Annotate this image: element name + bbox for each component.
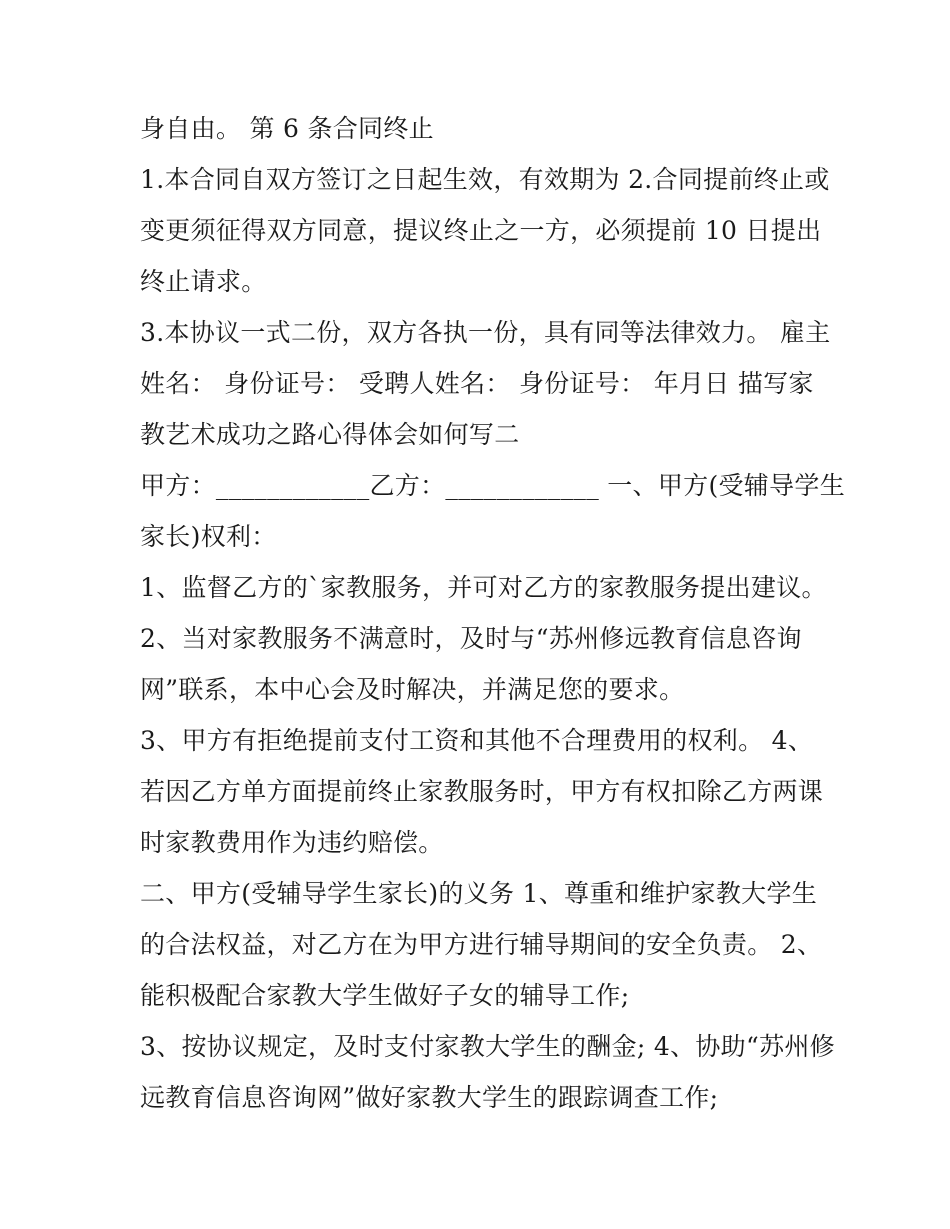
text-line: 3、按协议规定，及时支付家教大学生的酬金; 4、协助“苏州修 xyxy=(140,1032,835,1061)
text-line: 1.本合同自双方签订之日起生效，有效期为 2.合同提前终止或 xyxy=(140,165,830,194)
text-line: 身自由。 第 6 条合同终止 xyxy=(140,114,434,143)
text-line: 远教育信息咨询网”做好家教大学生的跟踪调查工作; xyxy=(140,1083,719,1112)
text-line: 若因乙方单方面提前终止家教服务时，甲方有权扣除乙方两课 xyxy=(140,777,824,806)
text-line: 3、甲方有拒绝提前支付工资和其他不合理费用的权利。 4、 xyxy=(140,726,814,755)
text-line: 甲方：____________乙方：____________ 一、甲方(受辅导学生 xyxy=(140,471,846,500)
text-line: 终止请求。 xyxy=(140,267,267,296)
text-line: 教艺术成功之路心得体会如何写二 xyxy=(140,420,520,449)
text-line: 姓名： 身份证号： 受聘人姓名： 身份证号： 年月日 描写家 xyxy=(140,369,814,398)
text-line: 2、当对家教服务不满意时，及时与“苏州修远教育信息咨询 xyxy=(140,624,802,653)
text-line: 能积极配合家教大学生做好子女的辅导工作; xyxy=(140,981,630,1010)
text-line: 家长)权利： xyxy=(140,522,277,551)
text-line: 变更须征得双方同意，提议终止之一方，必须提前 10 日提出 xyxy=(140,216,822,245)
text-line: 1、监督乙方的`家教服务，并可对乙方的家教服务提出建议。 xyxy=(140,573,827,602)
text-line: 的合法权益，对乙方在为甲方进行辅导期间的安全负责。 2、 xyxy=(140,930,823,959)
text-line: 二、甲方(受辅导学生家长)的义务 1、尊重和维护家教大学生 xyxy=(140,879,818,908)
text-line: 时家教费用作为违约赔偿。 xyxy=(140,828,444,857)
text-line: 网”联系，本中心会及时解决，并满足您的要求。 xyxy=(140,675,685,704)
text-line: 3.本协议一式二份，双方各执一份，具有同等法律效力。 雇主 xyxy=(140,318,831,347)
